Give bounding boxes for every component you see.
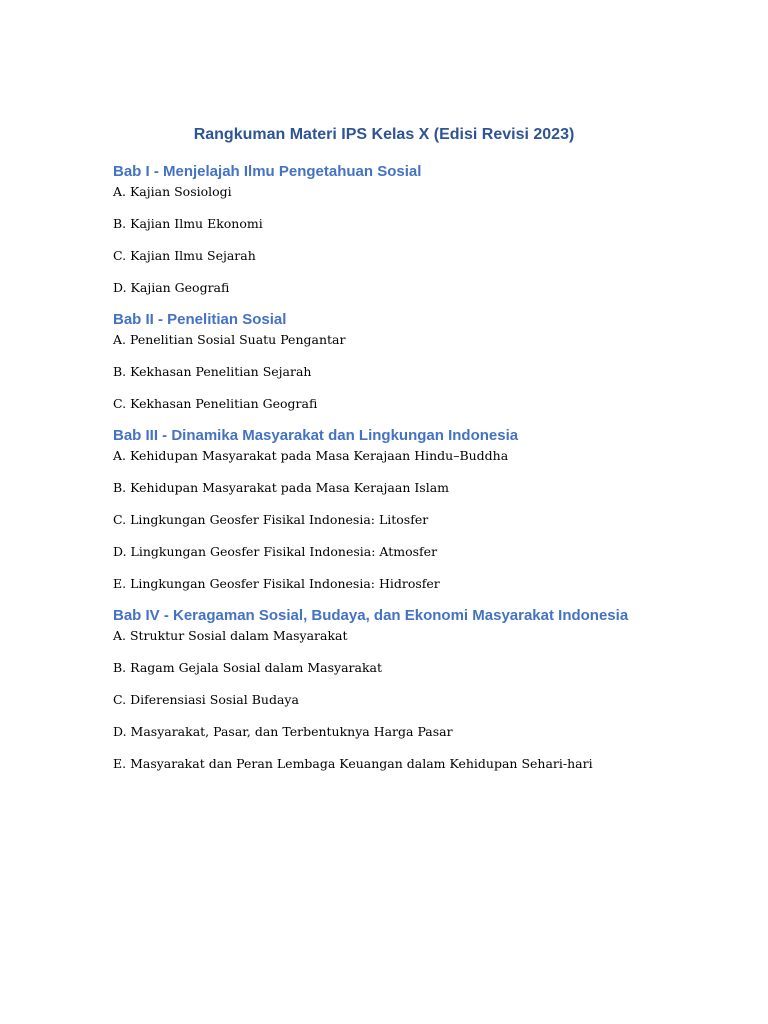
- chapter-heading: Bab I - Menjelajah Ilmu Pengetahuan Sosial: [113, 163, 422, 180]
- chapter-section: [113, 426, 673, 594]
- list-item: C. Lingkungan Geosfer Fisikal Indonesia: Litosfer: [113, 512, 429, 527]
- list-item: A. Struktur Sosial dalam Masyarakat: [113, 628, 348, 643]
- list-item: D. Masyarakat, Pasar, dan Terbentuknya Harga Pasar: [113, 724, 453, 739]
- list-item: A. Kajian Sosiologi: [113, 184, 232, 199]
- list-item: B. Kajian Ilmu Ekonomi: [113, 216, 263, 231]
- chapter-section: [113, 310, 673, 414]
- chapter-section: [113, 162, 673, 298]
- list-item: C. Diferensiasi Sosial Budaya: [113, 692, 299, 707]
- document-title: Rangkuman Materi IPS Kelas X (Edisi Revisi 2023): [193, 126, 575, 143]
- chapter-heading: Bab III - Dinamika Masyarakat dan Lingkungan Indonesia: [113, 427, 519, 444]
- document-page: [113, 122, 673, 774]
- chapter-heading: Bab II - Penelitian Sosial: [113, 311, 287, 328]
- list-item: B. Kekhasan Penelitian Sejarah: [113, 364, 312, 379]
- chapter-section: [113, 606, 673, 774]
- list-item: A. Penelitian Sosial Suatu Pengantar: [113, 332, 346, 347]
- list-item: D. Lingkungan Geosfer Fisikal Indonesia: Atmosfer: [113, 544, 438, 559]
- list-item: E. Lingkungan Geosfer Fisikal Indonesia: Hidrosfer: [113, 576, 440, 591]
- list-item: B. Kehidupan Masyarakat pada Masa Kerajaan Islam: [113, 480, 450, 495]
- list-item: C. Kajian Ilmu Sejarah: [113, 248, 256, 263]
- list-item: E. Masyarakat dan Peran Lembaga Keuangan dalam Kehidupan Sehari-hari: [113, 756, 593, 771]
- list-item: B. Ragam Gejala Sosial dalam Masyarakat: [113, 660, 383, 675]
- list-item: A. Kehidupan Masyarakat pada Masa Kerajaan Hindu–Buddha: [113, 448, 509, 463]
- chapter-heading: Bab IV - Keragaman Sosial, Budaya, dan Ekonomi Masyarakat Indonesia: [113, 607, 629, 624]
- list-item: C. Kekhasan Penelitian Geografi: [113, 396, 318, 411]
- list-item: D. Kajian Geografi: [113, 280, 230, 295]
